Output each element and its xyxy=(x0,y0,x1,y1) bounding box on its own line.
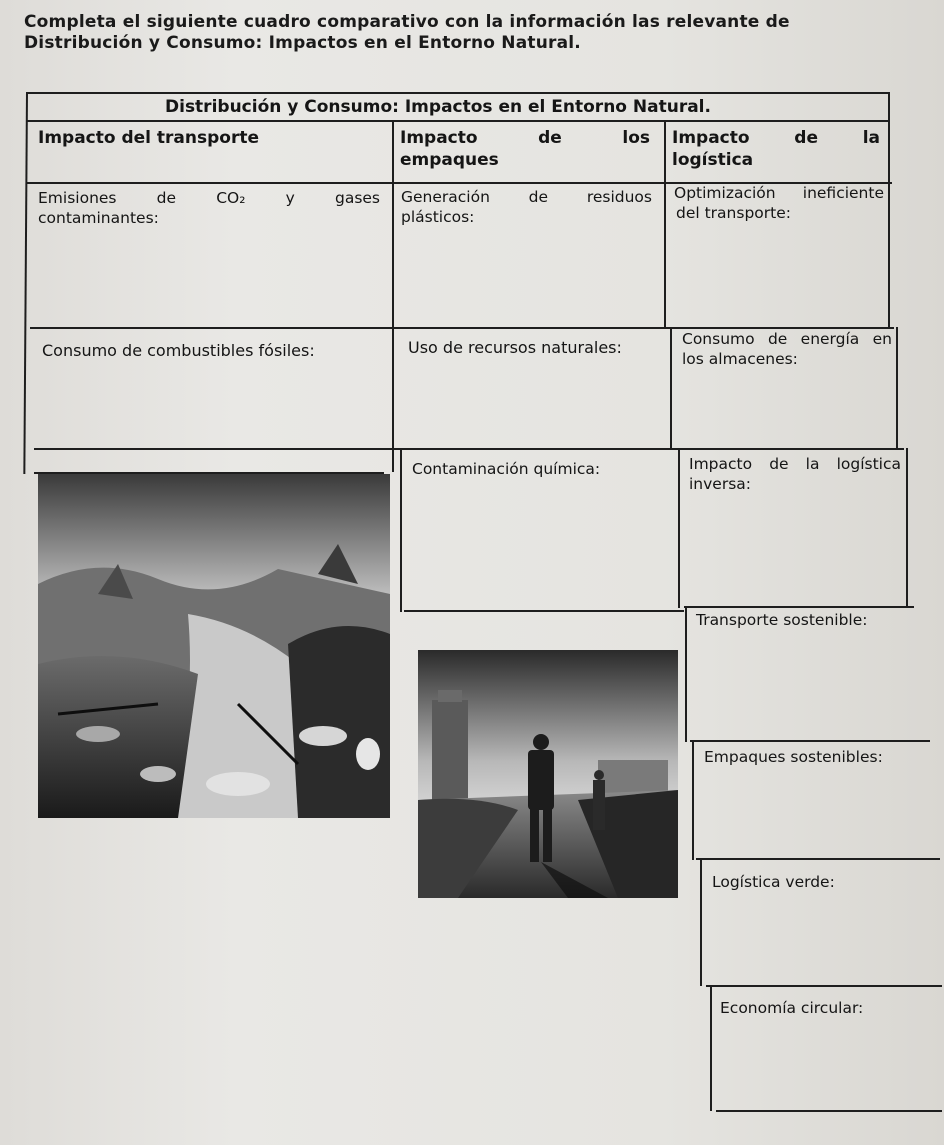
col3-left-3 xyxy=(700,858,702,986)
col-divider-2a xyxy=(664,120,666,328)
row-divider-6 xyxy=(706,985,942,987)
row-divider-3 xyxy=(684,606,914,608)
cell-energia-line1: Consumo de energía en xyxy=(682,330,892,348)
col3-left-1 xyxy=(685,606,687,742)
column-header-packaging-line1: Impacto de los xyxy=(400,128,650,148)
cell-recursos: Uso de recursos naturales: xyxy=(408,338,622,357)
cell-energia-line2: los almacenes: xyxy=(682,350,798,368)
instruction-line-2: Distribución y Consumo: Impactos en el Entorno Natural. xyxy=(24,33,581,53)
cell-optimizacion-line1: Optimización ineficiente xyxy=(674,184,884,202)
column-header-packaging-line2: empaques xyxy=(400,150,499,170)
row-divider-2 xyxy=(34,448,904,450)
cell-economia-circular: Economía circular: xyxy=(720,999,864,1017)
smog-city-person-icon xyxy=(418,650,678,898)
column-header-logistics-line1: Impacto de la xyxy=(672,128,880,148)
cell-residuos-line1: Generación de residuos xyxy=(401,188,652,206)
col3-left-2 xyxy=(692,740,694,860)
title-divider xyxy=(26,120,890,122)
table-border-left xyxy=(23,92,28,474)
col2-bottom xyxy=(404,610,684,612)
row-divider-1 xyxy=(30,327,894,329)
col-divider-2b xyxy=(670,327,672,449)
table-title: Distribución y Consumo: Impactos en el Entorno Natural. xyxy=(165,97,711,117)
cell-quimica: Contaminación química: xyxy=(412,460,601,478)
row-divider-4 xyxy=(690,740,930,742)
column-header-transport: Impacto del transporte xyxy=(38,128,260,148)
table-border-bottom xyxy=(716,1110,942,1112)
table-border-right-c xyxy=(906,448,908,608)
col-divider-2c xyxy=(678,448,680,608)
col-divider-1 xyxy=(392,120,394,472)
column-header-logistics-line2: logística xyxy=(672,150,754,170)
cell-transporte-sostenible: Transporte sostenible: xyxy=(696,611,868,629)
instruction-text xyxy=(24,12,914,54)
cell-emisiones-line1: Emisiones de CO₂ y gases xyxy=(38,189,380,207)
cell-optimizacion-line2: del transporte: xyxy=(676,204,791,222)
cell-inversa-line1: Impacto de la logística xyxy=(689,455,901,473)
cell-residuos-line2: plásticos: xyxy=(401,208,475,226)
table-border-right-b xyxy=(896,327,898,449)
cell-combustibles: Consumo de combustibles fósiles: xyxy=(42,341,315,360)
polluted-river-icon xyxy=(38,474,390,818)
table-border-right-a xyxy=(888,92,890,328)
polluted-river-photo xyxy=(38,474,390,818)
col3-left-4 xyxy=(710,985,712,1111)
cell-emisiones-line2: contaminantes: xyxy=(38,209,159,227)
row-divider-5 xyxy=(696,858,940,860)
table-border-top xyxy=(26,92,890,94)
header-divider xyxy=(26,182,892,184)
cell-empaques-sostenibles: Empaques sostenibles: xyxy=(704,748,883,766)
cell-logistica-verde: Logística verde: xyxy=(712,873,835,891)
instruction-line-1: Completa el siguiente cuadro comparativo con la información las relevante de xyxy=(24,12,790,32)
cell-inversa-line2: inversa: xyxy=(689,475,752,493)
col2-left-lower xyxy=(400,448,402,612)
smog-city-photo xyxy=(418,650,678,898)
